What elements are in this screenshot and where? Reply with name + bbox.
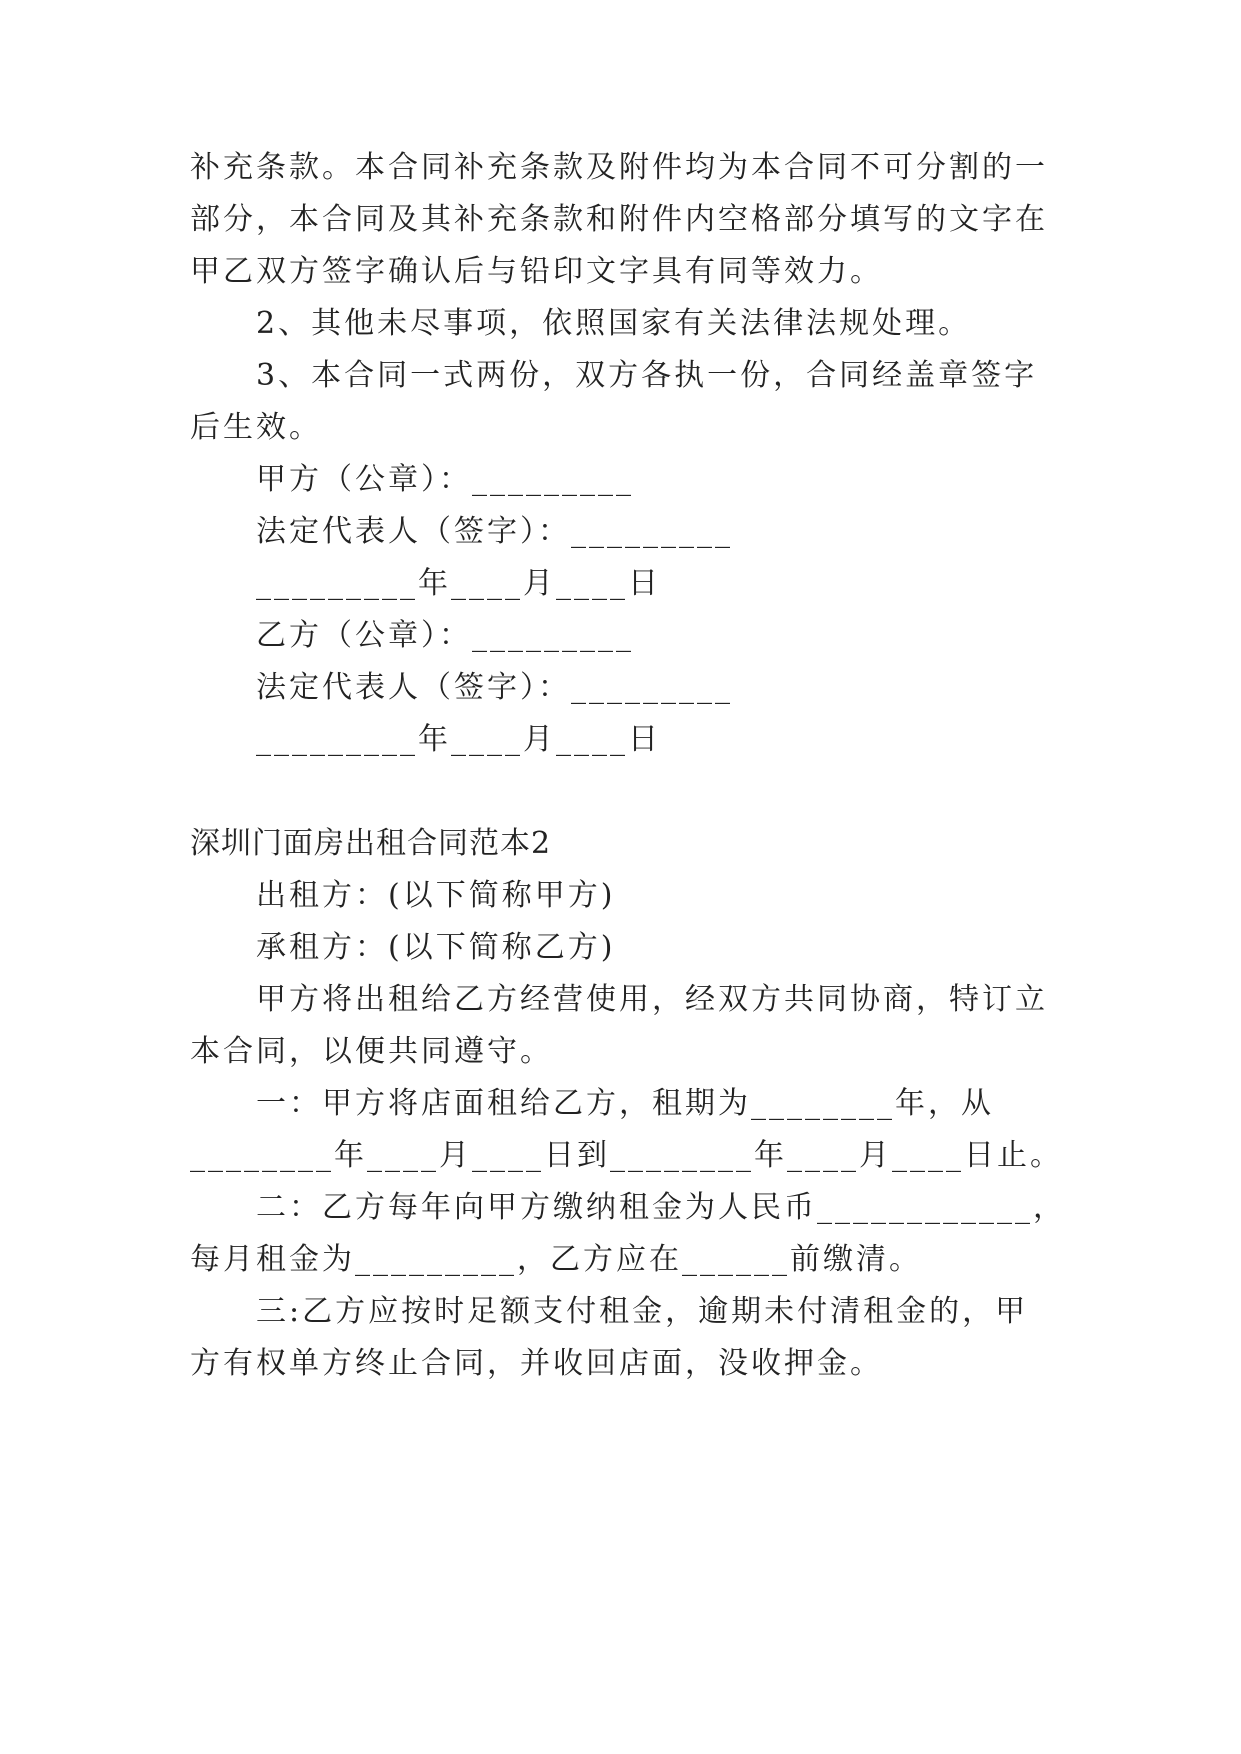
- signature-line-representative-a: 法定代表人（签字）：_________: [256, 514, 733, 549]
- paragraph-line: 补充条款。本合同补充条款及附件均为本合同不可分割的一: [190, 150, 1048, 185]
- paragraph-line: 后生效。: [190, 410, 322, 445]
- paragraph-line: 3、本合同一式两份，双方各执一份，合同经盖章签字: [256, 358, 1038, 393]
- clause-line: 三:乙方应按时足额支付租金，逾期未付清租金的，甲: [256, 1294, 1029, 1329]
- paragraph-line: 部分，本合同及其补充条款和附件内空格部分填写的文字在: [190, 202, 1048, 237]
- signature-line-representative-b: 法定代表人（签字）：_________: [256, 670, 733, 705]
- date-line-a: _________年____月____日: [256, 566, 661, 601]
- paragraph-line: 甲方将出租给乙方经营使用，经双方共同协商，特订立: [256, 982, 1048, 1017]
- clause-line: 二：乙方每年向甲方缴纳租金为人民币____________，: [256, 1190, 1066, 1225]
- paragraph-line: 2、其他未尽事项，依照国家有关法律法规处理。: [256, 306, 972, 341]
- signature-line-party-b: 乙方（公章）：_________: [256, 618, 634, 653]
- clause-line: 一：甲方将店面租给乙方，租期为________年，从: [256, 1086, 994, 1121]
- paragraph-line: 本合同，以便共同遵守。: [190, 1034, 553, 1069]
- clause-line: 方有权单方终止合同，并收回店面，没收押金。: [190, 1346, 883, 1381]
- date-line-b: _________年____月____日: [256, 722, 661, 757]
- clause-line: ________年____月____日到________年____月____日止。: [190, 1138, 1063, 1173]
- section-title: 深圳门面房出租合同范本2: [190, 826, 552, 861]
- clause-line: 每月租金为_________，乙方应在______前缴清。: [190, 1242, 922, 1277]
- paragraph-line: 出租方：(以下简称甲方): [256, 878, 616, 913]
- paragraph-line: 甲乙双方签字确认后与铅印文字具有同等效力。: [190, 254, 883, 289]
- paragraph-line: 承租方：(以下简称乙方): [256, 930, 616, 965]
- signature-line-party-a: 甲方（公章）：_________: [256, 462, 634, 497]
